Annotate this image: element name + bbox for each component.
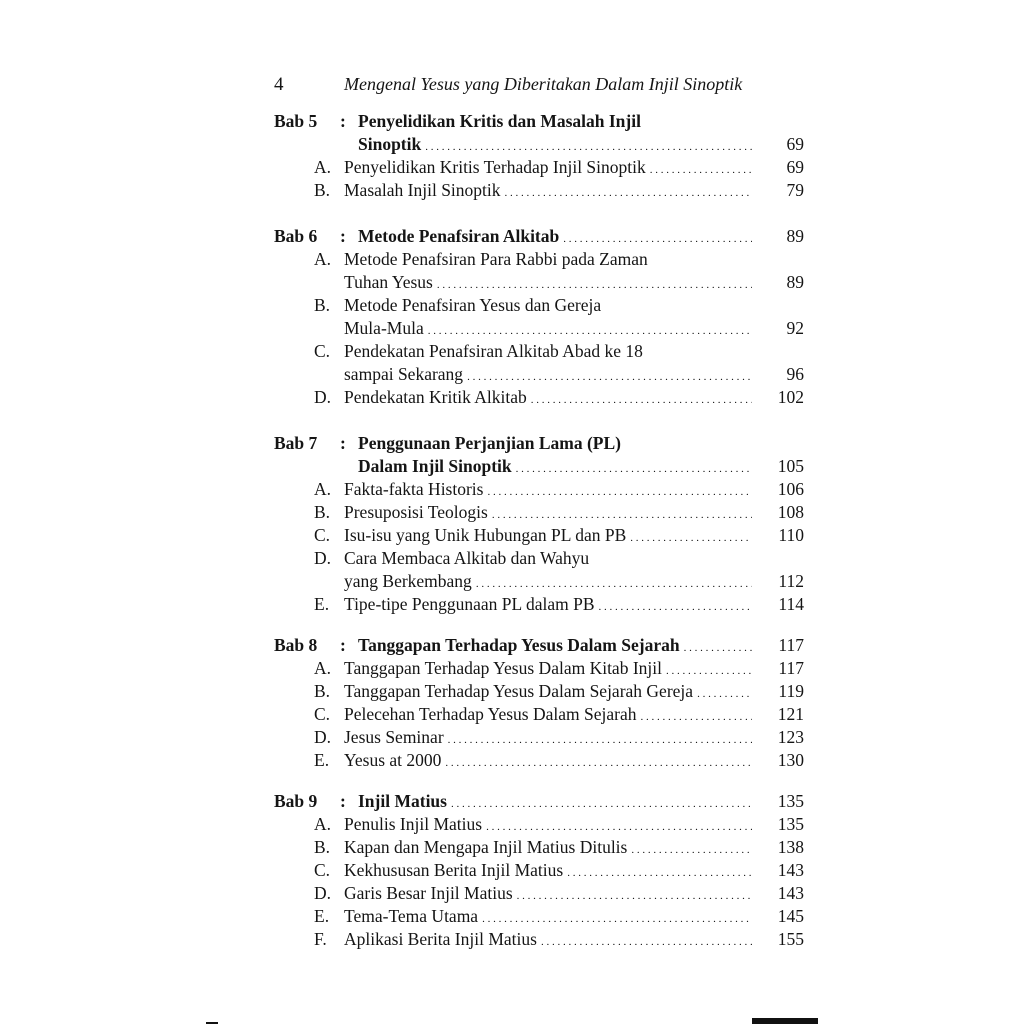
item-letter: A. bbox=[314, 157, 332, 177]
page-ref: 92 bbox=[786, 318, 804, 338]
toc-item bbox=[274, 340, 804, 363]
toc-item bbox=[274, 478, 804, 501]
running-title: Mengenal Yesus yang Diberitakan Dalam Injil Sinoptik bbox=[344, 74, 743, 94]
chapter-label: Bab 5 bbox=[274, 111, 318, 131]
page-ref: 112 bbox=[778, 571, 804, 591]
chapter-bab-8 bbox=[274, 634, 804, 772]
toc-item bbox=[274, 703, 804, 726]
item-letter: C. bbox=[314, 860, 331, 880]
page-ref: 119 bbox=[778, 681, 804, 701]
item-text: Pelecehan Terhadap Yesus Dalam Sejarah bbox=[344, 704, 637, 724]
item-text: Presuposisi Teologis bbox=[344, 502, 488, 522]
item-text: Penyelidikan Kritis Terhadap Injil Sinoptik bbox=[344, 157, 646, 177]
page-ref: 135 bbox=[777, 814, 804, 834]
page-ref: 96 bbox=[786, 364, 804, 384]
item-letter: A. bbox=[314, 479, 332, 499]
item-letter: D. bbox=[314, 548, 332, 568]
item-letter: B. bbox=[314, 295, 331, 315]
item-text: Kapan dan Mengapa Injil Matius Ditulis bbox=[344, 837, 628, 857]
page-ref: 108 bbox=[777, 502, 804, 522]
item-letter: C. bbox=[314, 341, 331, 361]
item-letter: B. bbox=[314, 837, 331, 857]
item-text-cont: sampai Sekarang bbox=[344, 364, 464, 384]
chapter-colon: : bbox=[340, 791, 346, 811]
chapter-title-row bbox=[274, 133, 804, 156]
toc-item-cont bbox=[274, 317, 804, 340]
table-of-contents bbox=[274, 110, 804, 951]
item-letter: B. bbox=[314, 180, 331, 200]
item-text: Pendekatan Kritik Alkitab bbox=[344, 387, 527, 407]
chapter-label: Bab 9 bbox=[274, 791, 318, 811]
item-text: Metode Penafsiran Yesus dan Gereja bbox=[344, 295, 602, 315]
item-letter: B. bbox=[314, 502, 331, 522]
item-letter: D. bbox=[314, 883, 332, 903]
toc-item bbox=[274, 749, 804, 772]
chapter-title-row bbox=[274, 455, 804, 478]
page-ref: 143 bbox=[777, 883, 804, 903]
page-ref: 114 bbox=[778, 594, 804, 614]
item-text-cont: yang Berkembang bbox=[344, 571, 472, 591]
page-ref: 89 bbox=[786, 272, 804, 292]
toc-item bbox=[274, 905, 804, 928]
page-ref: 69 bbox=[786, 134, 804, 154]
toc-item bbox=[274, 294, 804, 317]
item-letter: A. bbox=[314, 249, 332, 269]
toc-item bbox=[274, 547, 804, 570]
chapter-title: Tanggapan Terhadap Yesus Dalam Sejarah bbox=[358, 635, 680, 655]
chapter-title-row bbox=[274, 634, 804, 657]
chapter-title-row bbox=[274, 110, 804, 133]
page-ref: 89 bbox=[786, 226, 804, 246]
dot-leader bbox=[599, 593, 753, 619]
item-text: Fakta-fakta Historis bbox=[344, 479, 484, 499]
item-letter: E. bbox=[314, 750, 330, 770]
toc-item bbox=[274, 836, 804, 859]
item-text-cont: Tuhan Yesus bbox=[344, 272, 433, 292]
chapter-colon: : bbox=[340, 433, 346, 453]
toc-item bbox=[274, 813, 804, 836]
item-letter: C. bbox=[314, 704, 331, 724]
chapter-title: Penggunaan Perjanjian Lama (PL) bbox=[358, 433, 621, 453]
page-ref: 155 bbox=[777, 929, 804, 949]
item-letter: C. bbox=[314, 525, 331, 545]
item-letter: E. bbox=[314, 906, 330, 926]
chapter-colon: : bbox=[340, 635, 346, 655]
item-letter: D. bbox=[314, 387, 332, 407]
page-ref: 143 bbox=[777, 860, 804, 880]
item-text: Tipe-tipe Penggunaan PL dalam PB bbox=[344, 594, 595, 614]
toc-item bbox=[274, 680, 804, 703]
item-text: Jesus Seminar bbox=[344, 727, 444, 747]
page-header bbox=[274, 74, 806, 100]
chapter-title: Metode Penafsiran Alkitab bbox=[358, 226, 560, 246]
chapter-bab-5 bbox=[274, 110, 804, 202]
chapter-title-row bbox=[274, 790, 804, 813]
item-text: Tanggapan Terhadap Yesus Dalam Sejarah Gereja bbox=[344, 681, 694, 701]
toc-item bbox=[274, 179, 804, 202]
toc-item-cont bbox=[274, 363, 804, 386]
item-text: Garis Besar Injil Matius bbox=[344, 883, 513, 903]
page-ref: 102 bbox=[777, 387, 804, 407]
toc-item bbox=[274, 859, 804, 882]
chapter-bab-7 bbox=[274, 432, 804, 616]
toc-item bbox=[274, 593, 804, 616]
item-text: Kekhususan Berita Injil Matius bbox=[344, 860, 564, 880]
item-text: Masalah Injil Sinoptik bbox=[344, 180, 501, 200]
page-ref: 106 bbox=[777, 479, 804, 499]
item-text: Pendekatan Penafsiran Alkitab Abad ke 18 bbox=[344, 341, 643, 361]
toc-item bbox=[274, 248, 804, 271]
page-ref: 135 bbox=[777, 791, 804, 811]
scan-artifact bbox=[752, 1018, 818, 1024]
item-letter: E. bbox=[314, 594, 330, 614]
item-letter: F. bbox=[314, 929, 327, 949]
item-text: Tanggapan Terhadap Yesus Dalam Kitab Injil bbox=[344, 658, 662, 678]
toc-item bbox=[274, 156, 804, 179]
item-text: Metode Penafsiran Para Rabbi pada Zaman bbox=[344, 249, 648, 269]
toc-item-cont bbox=[274, 271, 804, 294]
dot-leader bbox=[505, 179, 752, 205]
chapter-colon: : bbox=[340, 226, 346, 246]
dot-leader bbox=[445, 749, 752, 775]
page-ref: 130 bbox=[777, 750, 804, 770]
chapter-title-cont: Dalam Injil Sinoptik bbox=[358, 456, 512, 476]
page-ref: 79 bbox=[786, 180, 804, 200]
chapter-title-cont: Sinoptik bbox=[358, 134, 422, 154]
dot-leader bbox=[541, 928, 752, 954]
chapter-bab-9 bbox=[274, 790, 804, 951]
chapter-title: Penyelidikan Kritis dan Masalah Injil bbox=[358, 111, 641, 131]
chapter-bab-6 bbox=[274, 225, 804, 409]
dot-leader bbox=[531, 386, 752, 412]
page-ref: 121 bbox=[777, 704, 804, 724]
toc-item bbox=[274, 882, 804, 905]
page-number: 4 bbox=[274, 74, 284, 95]
chapter-title: Injil Matius bbox=[358, 791, 447, 811]
item-text: Tema-Tema Utama bbox=[344, 906, 479, 926]
chapter-title-row bbox=[274, 432, 804, 455]
page-ref: 117 bbox=[778, 635, 804, 655]
item-text-cont: Mula-Mula bbox=[344, 318, 424, 338]
page-ref: 138 bbox=[777, 837, 804, 857]
page-ref: 105 bbox=[777, 456, 804, 476]
toc-item bbox=[274, 726, 804, 749]
item-letter: B. bbox=[314, 681, 331, 701]
chapter-title-row bbox=[274, 225, 804, 248]
toc-item bbox=[274, 501, 804, 524]
item-letter: A. bbox=[314, 658, 332, 678]
item-text: Cara Membaca Alkitab dan Wahyu bbox=[344, 548, 590, 568]
item-letter: D. bbox=[314, 727, 332, 747]
toc-item-cont bbox=[274, 570, 804, 593]
item-text: Yesus at 2000 bbox=[344, 750, 442, 770]
page-ref: 117 bbox=[778, 658, 804, 678]
item-text: Isu-isu yang Unik Hubungan PL dan PB bbox=[344, 525, 627, 545]
page-ref: 145 bbox=[777, 906, 804, 926]
item-letter: A. bbox=[314, 814, 332, 834]
toc-item bbox=[274, 657, 804, 680]
chapter-label: Bab 7 bbox=[274, 433, 318, 453]
toc-item bbox=[274, 524, 804, 547]
chapter-label: Bab 8 bbox=[274, 635, 318, 655]
page-ref: 123 bbox=[777, 727, 804, 747]
chapter-label: Bab 6 bbox=[274, 226, 318, 246]
chapter-colon: : bbox=[340, 111, 346, 131]
page-ref: 110 bbox=[778, 525, 804, 545]
item-text: Aplikasi Berita Injil Matius bbox=[344, 929, 537, 949]
toc-item bbox=[274, 386, 804, 409]
item-text: Penulis Injil Matius bbox=[344, 814, 483, 834]
toc-item bbox=[274, 928, 804, 951]
page-ref: 69 bbox=[786, 157, 804, 177]
